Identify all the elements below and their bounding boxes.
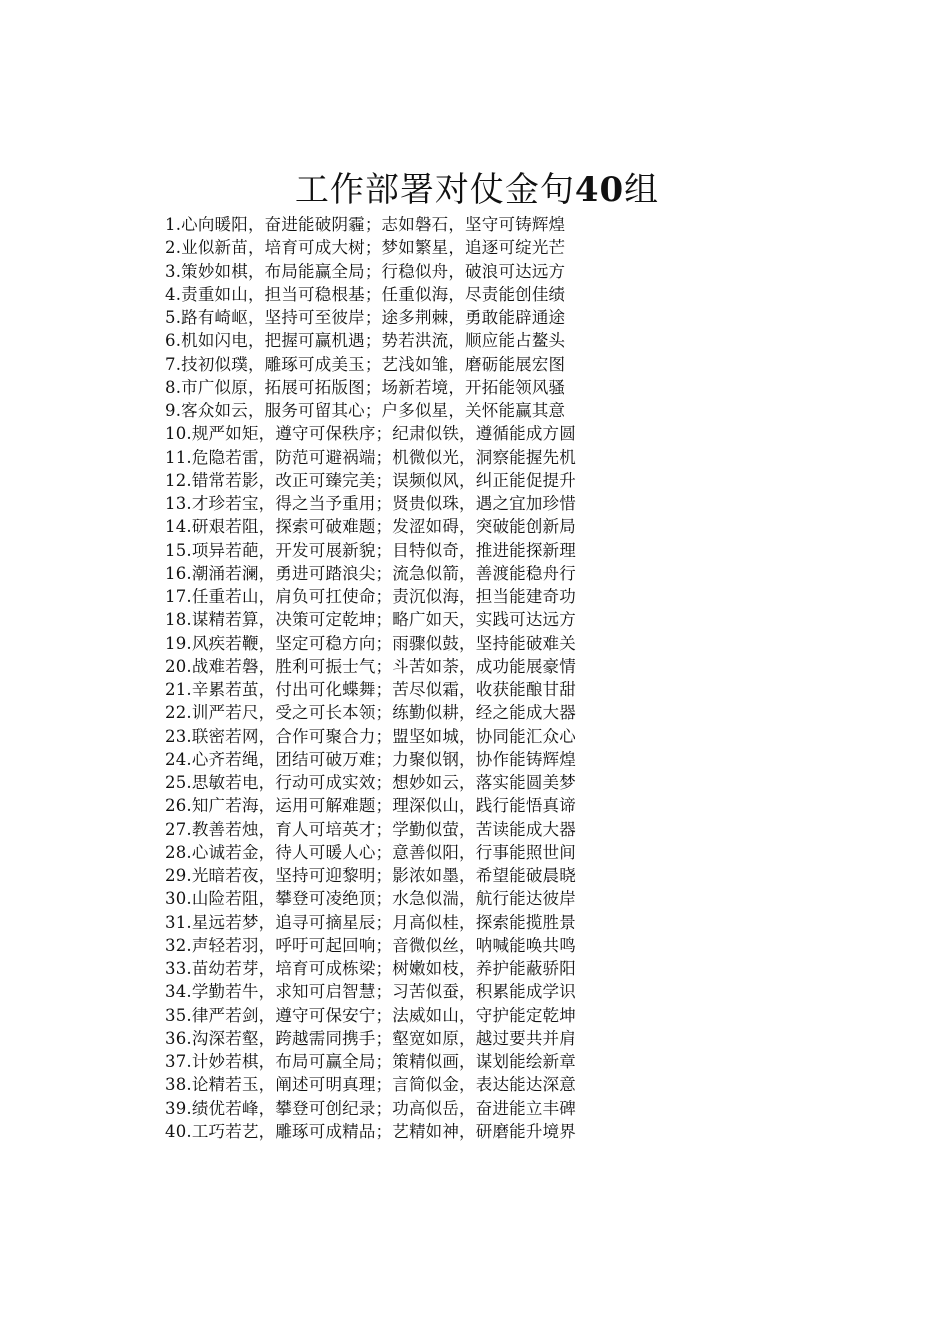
list-item: 30.山险若阻，攀登可凌绝顶；水急似湍，航行能达彼岸 bbox=[165, 889, 576, 909]
list-item: 36.沟深若壑，跨越需同携手；壑宽如原，越过要共并肩 bbox=[165, 1028, 576, 1048]
list-item: 19.风疾若鞭，坚定可稳方向；雨骤似鼓，坚持能破难关 bbox=[165, 633, 576, 653]
list-item: 20.战难若磐，胜利可振士气；斗苦如荼，成功能展豪情 bbox=[165, 656, 576, 676]
list-item: 25.思敏若电，行动可成实效；想妙如云，落实能圆美梦 bbox=[165, 773, 576, 792]
list-item: 35.律严若剑，遵守可保安宁；法威如山，守护能定乾坤 bbox=[165, 1005, 576, 1025]
list-item: 6.机如闪电，把握可赢机遇；势若洪流，顺应能占鳌头 bbox=[165, 331, 566, 351]
list-item: 1.心向暖阳，奋进能破阴霾；志如磐石，坚守可铸辉煌 bbox=[165, 215, 566, 234]
title-suffix: 组 bbox=[624, 170, 660, 210]
list-item: 40.工巧若艺，雕琢可成精品；艺精如神，研磨能升境界 bbox=[165, 1121, 576, 1141]
list-item: 11.危隐若雷，防范可避祸端；机微似光，洞察能握先机 bbox=[165, 447, 576, 467]
list-item: 15.项异若葩，开发可展新貌；目特似奇，推进能探新理 bbox=[165, 540, 576, 560]
list-item: 39.绩优若峰，攀登可创纪录；功高似岳，奋进能立丰碑 bbox=[165, 1098, 576, 1118]
list-item: 8.市广似原，拓展可拓版图；场新若境，开拓能领风骚 bbox=[165, 377, 566, 397]
title-text: 工作部署对仗金句 bbox=[294, 170, 575, 210]
list-item: 4.责重如山，担当可稳根基；任重似海，尽责能创佳绩 bbox=[165, 284, 566, 304]
list-item: 10.规严如矩，遵守可保秩序；纪肃似铁，遵循能成方圆 bbox=[165, 424, 576, 444]
list-item: 22.训严若尺，受之可长本领；练勤似耕，经之能成大器 bbox=[165, 703, 576, 723]
list-item: 17.任重若山，肩负可扛使命；责沉似海，担当能建奇功 bbox=[165, 587, 576, 606]
list-item: 7.技初似璞，雕琢可成美玉；艺浅如雏，磨砺能展宏图 bbox=[165, 354, 566, 374]
list-item: 38.论精若玉，阐述可明真理；言简似金，表达能达深意 bbox=[165, 1075, 576, 1095]
list-item: 16.潮涌若澜，勇进可踏浪尖；流急似箭，善渡能稳舟行 bbox=[165, 563, 576, 583]
list-item: 34.学勤若牛，求知可启智慧；习苦似蚕，积累能成学识 bbox=[165, 982, 576, 1002]
title-number: 40 bbox=[574, 170, 625, 210]
list-item: 28.心诚若金，待人可暖人心；意善似阳，行事能照世间 bbox=[165, 842, 576, 862]
list-item: 5.路有崎岖，坚持可至彼岸；途多荆棘，勇敢能辟通途 bbox=[165, 308, 566, 327]
list-item: 13.才珍若宝，得之当予重用；贤贵似珠，遇之宜加珍惜 bbox=[165, 494, 576, 513]
list-item: 31.星远若梦，追寻可摘星辰；月高似桂，探索能揽胜景 bbox=[165, 912, 576, 932]
list-item: 37.计妙若棋，布局可赢全局；策精似画，谋划能绘新章 bbox=[165, 1052, 576, 1071]
list-item: 27.教善若烛，育人可培英才；学勤似萤，苦读能成大器 bbox=[165, 819, 576, 839]
list-item: 23.联密若网，合作可聚合力；盟坚如城，协同能汇众心 bbox=[165, 726, 576, 746]
list-item: 3.策妙如棋，布局能赢全局；行稳似舟，破浪可达远方 bbox=[165, 261, 566, 281]
list-item: 18.谋精若算，决策可定乾坤；略广如天，实践可达远方 bbox=[165, 610, 576, 630]
list-item: 12.错常若影，改正可臻完美；误频似风，纠正能促提升 bbox=[165, 470, 576, 490]
list-item: 29.光暗若夜，坚持可迎黎明；影浓如墨，希望能破晨晓 bbox=[165, 866, 576, 885]
list-item: 21.辛累若茧，付出可化蝶舞；苦尽似霜，收获能酿甘甜 bbox=[165, 680, 576, 699]
list-item: 32.声轻若羽，呼吁可起回响；音微似丝，呐喊能唤共鸣 bbox=[165, 935, 576, 955]
document-title bbox=[0, 168, 950, 212]
list-item: 14.研艰若阻，探索可破难题；发涩如碍，突破能创新局 bbox=[165, 517, 576, 537]
list-item: 33.苗幼若芽，培育可成栋梁；树嫩如枝，养护能蔽骄阳 bbox=[165, 959, 576, 978]
phrase-list bbox=[165, 213, 685, 1143]
list-item: 2.业似新苗，培育可成大树；梦如繁星，追逐可绽光芒 bbox=[165, 238, 566, 258]
list-item: 24.心齐若绳，团结可破万难；力聚似钢，协作能铸辉煌 bbox=[165, 749, 576, 769]
list-item: 26.知广若海，运用可解难题；理深似山，践行能悟真谛 bbox=[165, 796, 576, 816]
list-item: 9.客众如云，服务可留其心；户多似星，关怀能赢其意 bbox=[165, 401, 566, 420]
